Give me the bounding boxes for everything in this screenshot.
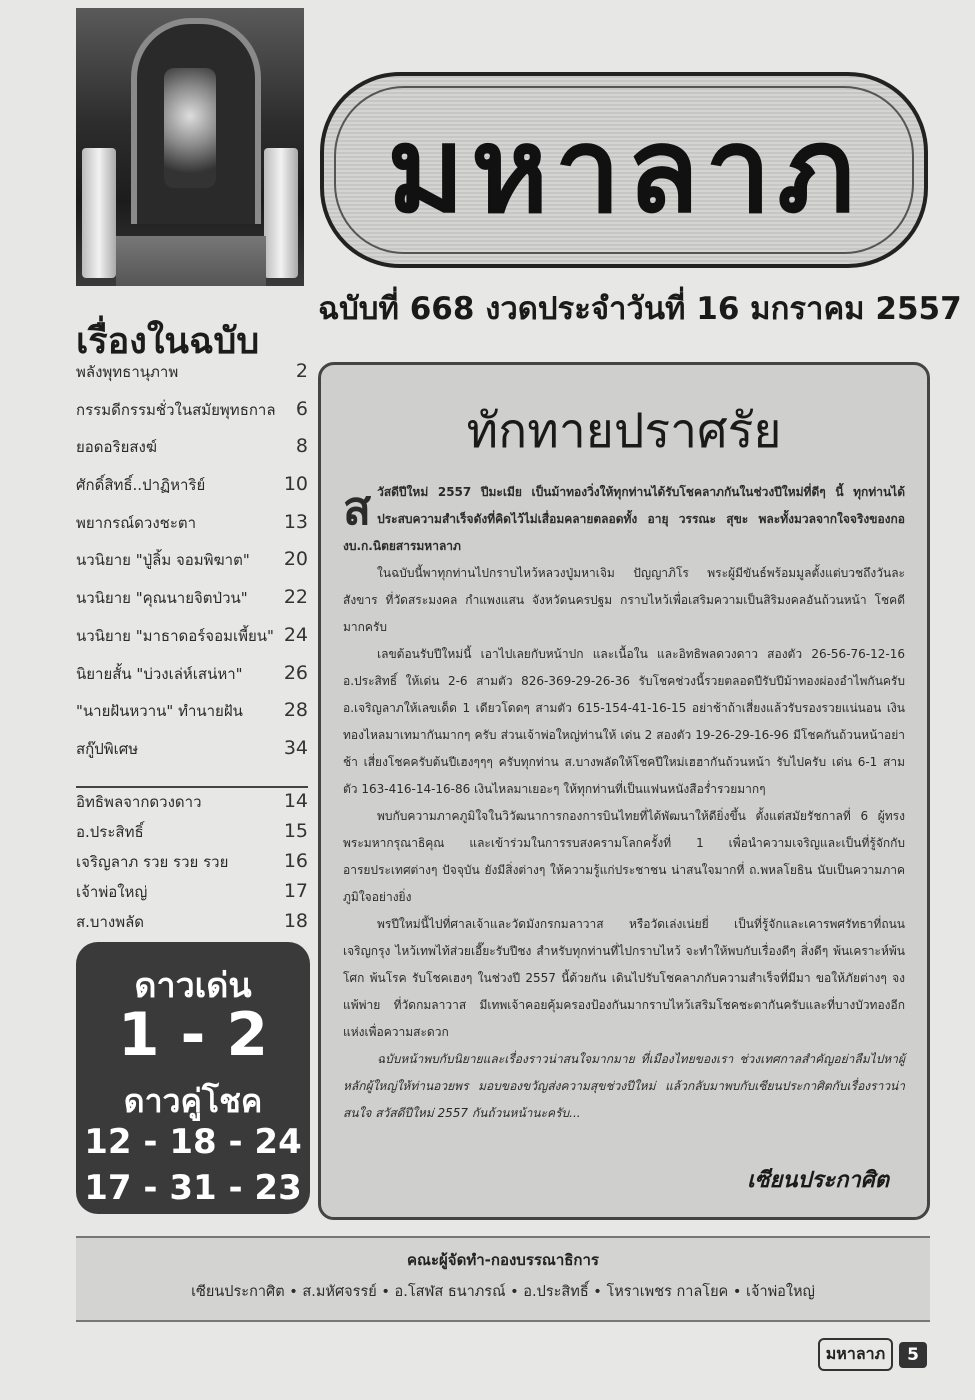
footer-magazine-name: มหาลาภ (818, 1338, 893, 1371)
article-closing: ฉบับหน้าพบกับนิยายและเรื่องราวน่าสนใจมากมาย ที่เมืองไทยของเรา ช่วงเทศกาลสำคัญอย่าลืมไปหาผู้หลักผู้ใหญ่ให้ท่านอวยพร มอบของขวัญส่งความสุขช่วงปีใหม่ แล้วกลับมาพบกับเซียนประกาศิตกับเรื่องราวน่าสนใจ สวัสดีปีใหม่ 2557 กันถ้วนหน้านะครับ... (343, 1052, 905, 1120)
lucky-pairs-row-1: 12 - 18 - 24 (84, 1122, 302, 1162)
toc-item-page: 18 (283, 910, 308, 932)
footer-page-number: 5 (899, 1342, 927, 1368)
toc-item-page: 8 (295, 435, 308, 458)
lucky-label: ดาวเด่น (134, 966, 252, 1006)
toc-item-page: 16 (283, 850, 308, 872)
issue-line: ฉบับที่ 668 งวดประจำวันที่ 16 มกราคม 2557 (318, 291, 962, 327)
toc-item-page: 10 (283, 473, 308, 496)
toc-item (76, 360, 308, 398)
lucky-numbers-box (76, 942, 310, 1214)
toc-item-page: 2 (295, 360, 308, 382)
toc-item-title: พยากรณ์ดวงชะตา (76, 513, 197, 532)
toc-item-title: ยอดอริยสงฆ์ (76, 438, 158, 457)
altar-table (116, 236, 266, 286)
candle-left (82, 148, 116, 278)
toc-item-page: 34 (283, 736, 308, 759)
toc-item-page: 17 (283, 880, 308, 902)
toc-item-title: นวนิยาย "ปู่ลิ้ม จอมพิฆาต" (76, 551, 250, 570)
toc-item-title: นวนิยาย "คุณนายจิตป่วน" (76, 589, 248, 608)
toc-list-secondary (76, 786, 308, 940)
toc-item-title: เจ้าพ่อใหญ่ (76, 883, 148, 901)
article-title: ทักทายปราศรัย (466, 403, 782, 459)
toc-item (76, 790, 308, 820)
staff-names: เซียนประกาศิต • ส.มหัศจรรย์ • อ.โสฬส ธนาภรณ์ • อ.ประสิทธิ์ • โหราเพชร กาลโยค • เจ้าพ่อใหญ่ (191, 1284, 815, 1300)
article-lead-text: วัสดีปีใหม่ 2557 ปีมะเมีย เป็นม้าทองวิ่งให้ทุกท่านได้รับโชคลาภกันในช่วงปีใหม่ที่ดีๆ นี้ ทุกท่านได้ประสบความสำเร็จดังที่คิดไว้ไม่เสื่อมคลายตลอดทั้ง อายุ วรรณะ สุขะ พละทั้งมวลจากใจจริงของกองบ.ก.นิตยสารมหาลาภ (343, 485, 905, 553)
toc-item-page: 13 (283, 510, 308, 533)
toc-item-page: 14 (283, 790, 308, 812)
staff-credits (76, 1236, 930, 1322)
toc-item (76, 624, 308, 662)
article-paragraph: เลขต้อนรับปีใหม่นี้ เอาไปเลยกับหน้าปก และเนื้อใน และอิทธิพลดวงดาว สองตัว 26-56-76-12-16 อ.ประสิทธิ์ ให้เด่น 2-6 สามตัว 826-369-29-26-36 รับโชคช่วงนี้รวยตลอดปีรับปีม้าทองผ่องอำไพกันครับ อ.เจริญลาภให้เลขเด็ด 1 เดียวโดดๆ สามตัว 615-154-41-16-15 อย่าช้าถ้าเสี่ยงแล้วรับรองรวยแน่นอน เงินทองไหลมาเทมากันมากๆ ครับ ส่วนเจ้าพ่อใหญ่ท่านให้ เด่น 2 สองตัว 19-26-29-16-96 มีโชคกันถ้วนหน้าอย่าช้า เสี่ยงโชคครับต้นปีเฮงๆๆๆ ครับทุกท่าน ส.บางพลัดให้โชคปีใหม่เฮฮากันถ้วนหน้า รับไปครับ เด่น 6-1 สามตัว 163-416-14-16-86 เงินไหลมาเยอะๆ ให้ทุกท่านที่เป็นแฟนหนังสือร่ำรวยมากๆ (343, 647, 905, 796)
toc-item (76, 910, 308, 940)
toc-item-title: นิยายสั้น "บ่วงเล่ห์เสน่หา" (76, 664, 243, 683)
lucky-pairs-row-2: 17 - 31 - 23 (84, 1168, 302, 1208)
toc-item (76, 548, 308, 586)
cover-shrine-photo (76, 8, 304, 286)
article-paragraph: พบกับความภาคภูมิใจในวิวัฒนาการกองการบินไทยที่ได้พัฒนาให้ดียิ่งขึ้น ตั้งแต่สมัยรัชกาลที่ 6 ผู้ทรงพระมหากรุณาธิคุณ และเข้าร่วมในการรบสงครามโลกครั้งที่ 1 เพื่อนำความเจริญและเป็นที่รู้จักกับอารยประเทศต่างๆ ปัจจุบัน ยังมีสิ่งต่างๆ ให้ความรู้แก่ประชาชน น่าสนใจมากที่ ถ.พหลโยธิน นับเป็นความภาคภูมิใจอย่างยิ่ง (343, 809, 905, 904)
toc-item (76, 880, 308, 910)
toc-item (76, 511, 308, 549)
toc-heading: เรื่องในฉบับ (76, 321, 260, 362)
toc-item (76, 586, 308, 624)
drop-cap: ส (343, 481, 372, 535)
lucky-pair-label: ดาวคู่โชค (123, 1082, 263, 1120)
toc-item-title: อิทธิพลจากดวงดาว (76, 793, 202, 811)
staff-heading: คณะผู้จัดทำ-กองบรรณาธิการ (407, 1251, 599, 1269)
masthead-title: มหาลาภ (386, 100, 862, 239)
masthead (320, 72, 928, 268)
toc-item-title: พลังพุทธานุภาพ (76, 363, 179, 381)
toc-item-title: "นายฝันหวาน" ทำนายฝัน (76, 702, 243, 721)
toc-item-title: นวนิยาย "มาธาดอร์จอมเพี้ยน" (76, 626, 274, 645)
toc-item-page: 26 (283, 661, 308, 684)
toc-item-page: 15 (283, 820, 308, 842)
toc-item (76, 737, 308, 775)
toc-item-page: 28 (283, 699, 308, 722)
lucky-main-numbers: 1 - 2 (117, 1000, 269, 1070)
article-paragraph: พรปีใหม่นี้ไปที่ศาลเจ้าและวัดมังกรกมลาวาส หรือวัดเล่งเน่ยยี่ เป็นที่รู้จักและเคารพศรัทธาที่ถนนเจริญกรุง ไหว้เทพไท้ส่วยเอี๊ยะรับปีชง สำหรับทุกท่านที่ไปกราบไหว้ จะทำให้พบกับเรื่องดีๆ สิ่งดีๆ พ้นเคราะห์พ้นโศก พ้นโรค รับโชคเฮงๆ ในช่วงปี 2557 นี้ด้วยกัน เดินไปรับโชคลาภกับความสำเร็จที่มีมา ขอให้ภัยต่างๆ จงแพ้พ่าย ที่วัดกมลาวาส มีเทพเจ้าคอยคุ้มครองป้องกันมากราบไหว้เสริมโชคชะตากันครับและที่บางบัวทองอีกแห่งเพื่อความสะดวก (343, 917, 905, 1039)
candle-right (264, 148, 298, 278)
toc-list (76, 360, 308, 775)
toc-item-title: เจริญลาภ รวย รวย รวย (76, 853, 229, 871)
toc-item (76, 850, 308, 880)
toc-item (76, 435, 308, 473)
article-signature: เซียนประกาศิต (747, 1168, 889, 1193)
shrine-statue (164, 68, 216, 188)
toc-item-page: 6 (295, 397, 308, 420)
toc-item (76, 662, 308, 700)
toc-item (76, 398, 308, 436)
toc-item (76, 820, 308, 850)
toc-item-title: ศักดิ์สิทธิ์..ปาฏิหาริย์ (76, 476, 206, 495)
toc-item-page: 24 (283, 623, 308, 646)
toc-item-title: สกู๊ปพิเศษ (76, 739, 139, 758)
article-paragraph: ในฉบับนี้พาทุกท่านไปกราบไหว้หลวงปู่มหาเจิม ปัญญาภิโร พระผู้มีขันธ์พร้อมมูลตั้งแต่บวชถึงวันละสังขาร ที่วัดสระมงคล กำแพงแสน จังหวัดนครปฐม กราบไหว้เพื่อเสริมความเป็นสิริมงคลอันถ้วนหน้า โชคดีมากครับ (343, 566, 905, 634)
toc-item-title: กรรมดีกรรมชั่วในสมัยพุทธกาล (76, 400, 276, 419)
toc-item-title: อ.ประสิทธิ์ (76, 823, 144, 841)
toc-item-page: 22 (283, 586, 308, 609)
page-footer (818, 1338, 927, 1371)
toc-item-page: 20 (283, 548, 308, 571)
editorial-article (318, 362, 930, 1220)
toc-item (76, 473, 308, 511)
toc-item (76, 699, 308, 737)
toc-item-title: ส.บางพลัด (76, 913, 145, 931)
article-lead (343, 479, 905, 560)
